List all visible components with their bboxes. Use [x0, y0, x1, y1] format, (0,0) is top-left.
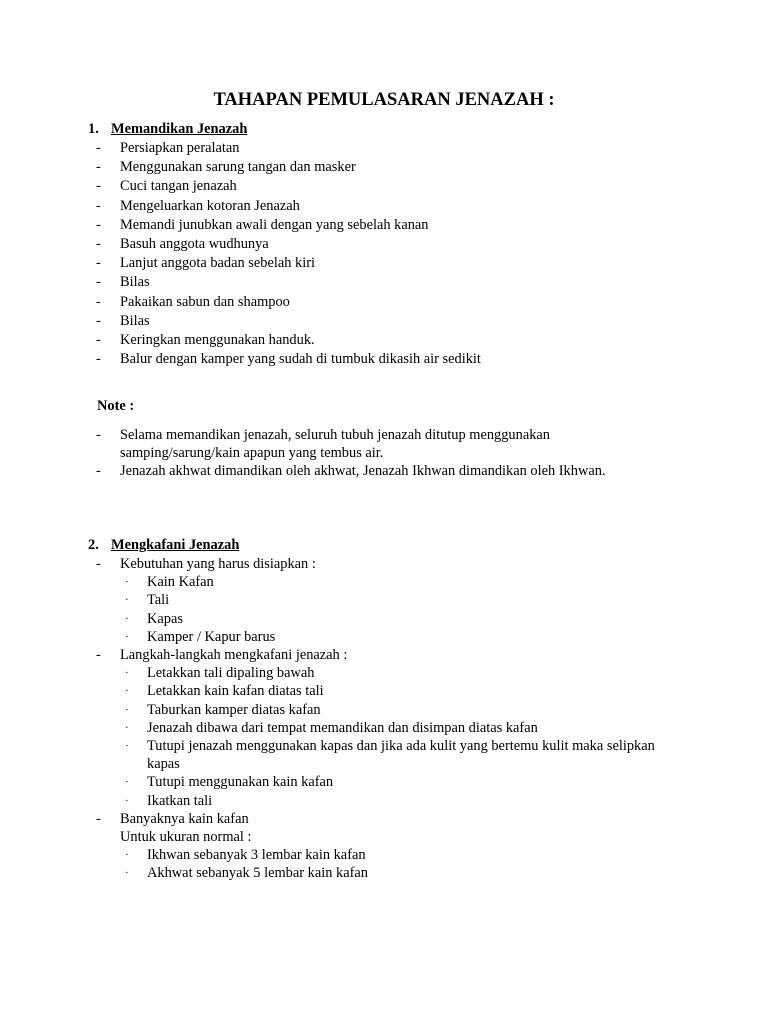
group-label: Banyaknya kain kafan — [120, 810, 249, 827]
list-item: - Selama memandikan jenazah, seluruh tubuh jenazah ditutup menggunakan samping/sarung/kain apapun yang tembus air. — [96, 427, 550, 461]
list-item: - Lanjut anggota badan sebelah kiri — [96, 255, 316, 272]
list-item: - Pakaikan sabun dan shampoo — [96, 293, 290, 310]
list-item: - Menggunakan sarung tangan dan masker — [96, 159, 356, 176]
list-item: - Kebutuhan yang harus disiapkan : · Kain Kafan · Tali · Kapas · Kamper / Kapur barus — [96, 555, 676, 646]
list-item: - Memandi junubkan awali dengan yang sebelah kanan — [96, 216, 429, 233]
sub-list-item: · Tutupi jenazah menggunakan kapas dan jika ada kulit yang bertemu kulit maka selipkan kapas — [125, 738, 655, 773]
sub-list-item: · Letakkan tali dipaling bawah — [125, 665, 315, 682]
sub-list-item: · Kamper / Kapur barus — [125, 628, 276, 645]
sub-list-item: · Kapas — [125, 610, 183, 627]
list-item: - Persiapkan peralatan — [96, 140, 240, 156]
list-item: - Bilas — [96, 312, 150, 329]
list-item: - Basuh anggota wudhunya — [96, 236, 269, 253]
list-item: - Mengeluarkan kotoran Jenazah — [96, 197, 300, 214]
section2-number: 2. — [88, 537, 99, 553]
note-list — [96, 426, 656, 480]
section2-heading — [88, 536, 239, 555]
sub-list — [120, 846, 676, 882]
group-label: Kebutuhan yang harus disiapkan : — [120, 556, 316, 572]
sub-list-item: · Jenazah dibawa dari tempat memandikan dan disimpan diatas kafan — [125, 719, 538, 736]
sub-list — [120, 573, 676, 646]
sub-list-item: · Ikatkan tali — [125, 792, 213, 809]
section2-title: Mengkafani Jenazah — [111, 537, 240, 553]
sub-list-item: · Tali — [125, 592, 170, 609]
sub-list-item: · Letakkan kain kafan diatas tali — [125, 683, 324, 700]
list-item: - Banyaknya kain kafan Untuk ukuran normal : · Ikhwan sebanyak 3 lembar kain kafan · Akhwat sebanyak 5 lembar kain kafan — [96, 810, 676, 883]
sub-list — [120, 664, 676, 810]
sub-list-item: · Taburkan kamper diatas kafan — [125, 701, 321, 718]
list-item: - Keringkan menggunakan handuk. — [96, 332, 315, 349]
section1-title: Memandikan Jenazah — [111, 121, 248, 137]
sub-list-item: · Tutupi menggunakan kain kafan — [125, 774, 334, 791]
document-title: TAHAPAN PEMULASARAN JENAZAH : — [213, 90, 555, 110]
section2-list — [96, 555, 676, 883]
sub-list-item: · Ikhwan sebanyak 3 lembar kain kafan — [125, 847, 366, 864]
sub-list-item: · Kain Kafan — [125, 574, 214, 591]
section1-list — [96, 139, 696, 369]
group-label: Langkah-langkah mengkafani jenazah : — [120, 647, 348, 664]
list-item: - Jenazah akhwat dimandikan oleh akhwat, Jenazah Ikhwan dimandikan oleh Ikhwan. — [96, 463, 606, 479]
sub-list-item: · Akhwat sebanyak 5 lembar kain kafan — [125, 865, 368, 882]
section1-number: 1. — [88, 121, 99, 137]
list-item: - Cuci tangan jenazah — [96, 178, 237, 195]
note-label: Note : — [97, 398, 135, 414]
section1-heading — [88, 120, 247, 139]
list-item: - Balur dengan kamper yang sudah di tumbuk dikasih air sedikit — [96, 351, 481, 368]
group-sublabel: Untuk ukuran normal : — [120, 829, 252, 846]
list-item: - Bilas — [96, 274, 150, 291]
list-item: - Langkah-langkah mengkafani jenazah : · Letakkan tali dipaling bawah · Letakkan kain kafan diatas tali · Taburkan kamper diatas kafan · Jenazah dibawa dari tempat memandikan dan disimpan diatas kafan · Tutupi jenazah menggunakan kapas dan jika ada kulit yang bertemu kulit maka selipkan kapas · Tutupi menggunakan kain kafan · Ikatkan tali — [96, 646, 676, 810]
